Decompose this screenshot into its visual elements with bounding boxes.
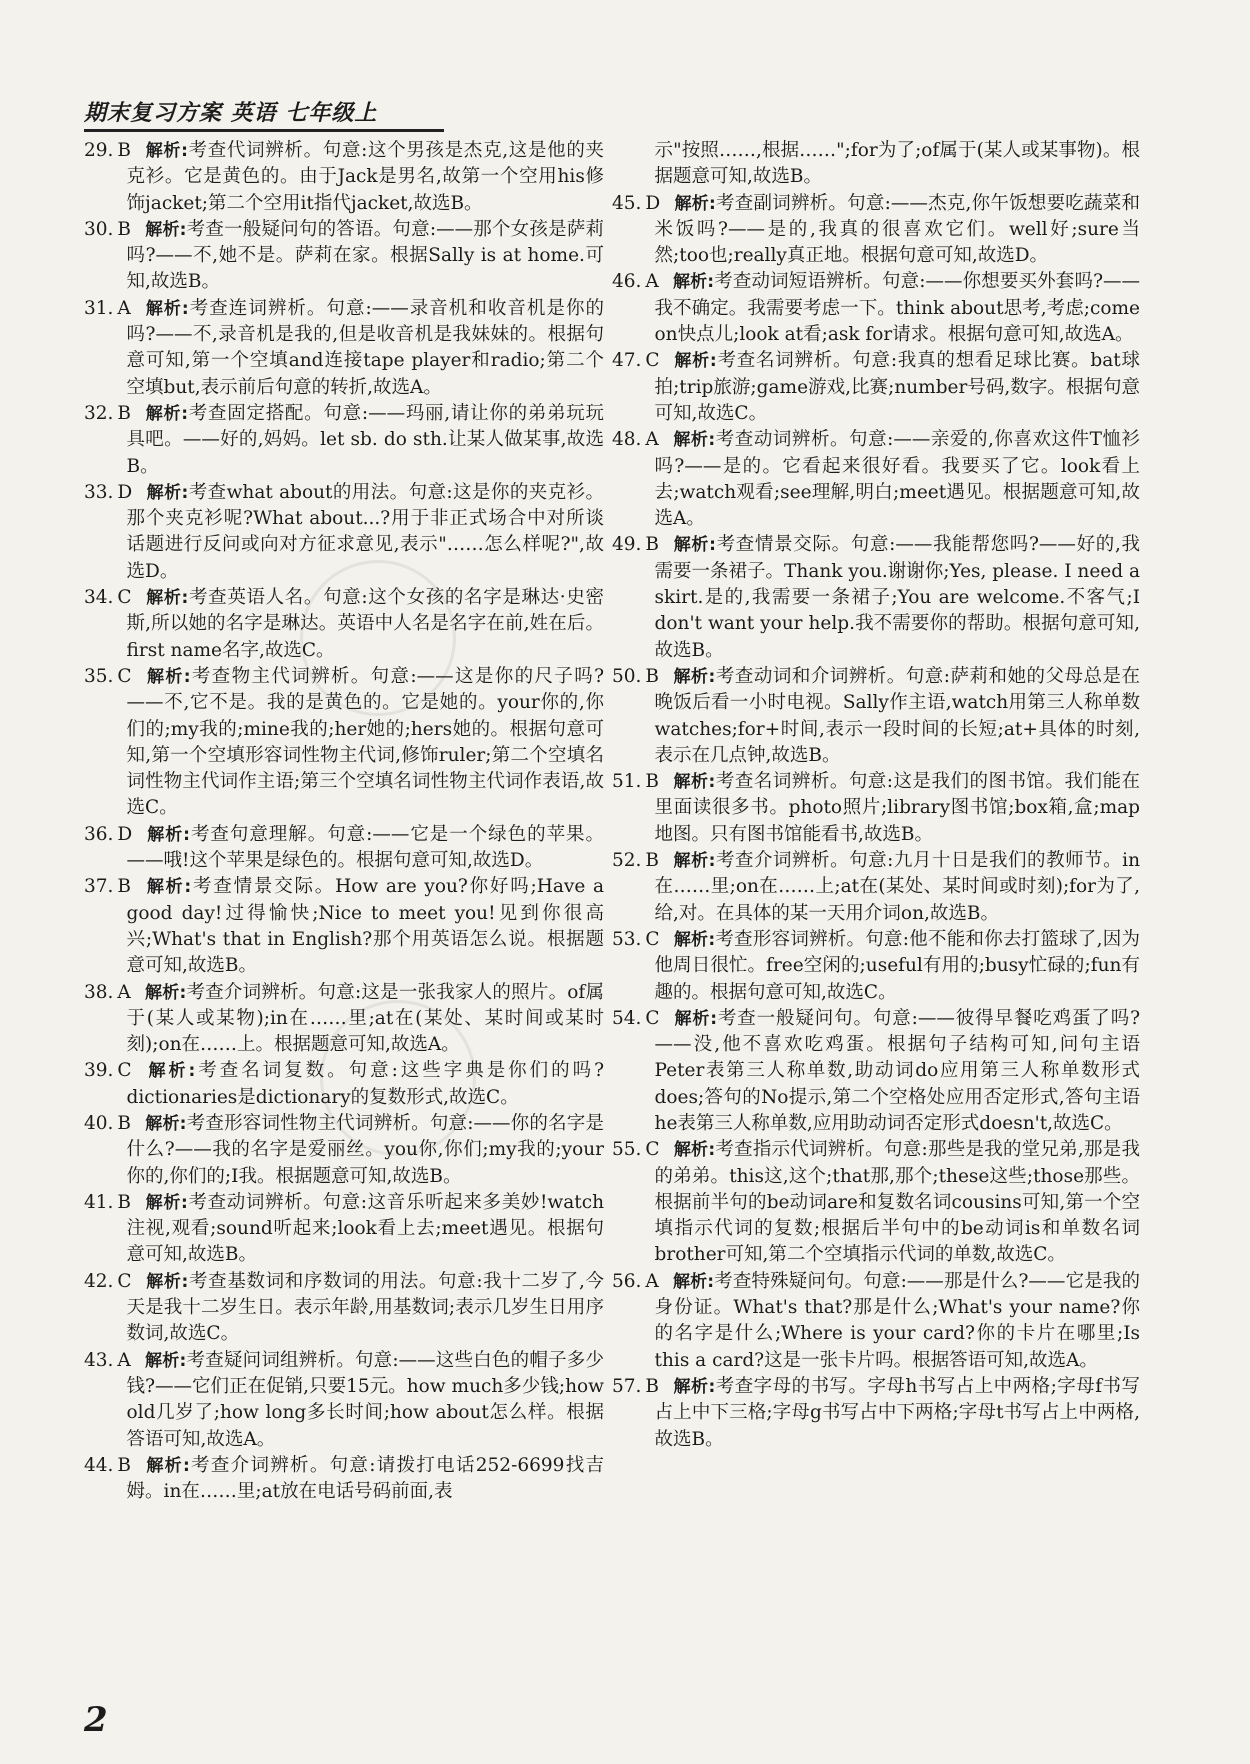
analysis-text: 考查动词和介词辨析。句意:萨莉和她的父母总是在晚饭后看一小时电视。Sally作主语,watch用第三人称单数watches;for+时间,表示一段时间的长短;at+具体的时刻,表示在几点钟,故选B。 xyxy=(654,665,1140,766)
analysis-label: 解析 xyxy=(673,1008,711,1029)
answer-choice: B xyxy=(117,1454,132,1476)
analysis-text: 考查一般疑问句。句意:——彼得早餐吃鸡蛋了吗?——没,他不喜欢吃鸡蛋。根据句子结构可知,问句主语Peter表第三人称单数,助动词do应用第三人称单数形式does;答句的No提示,第二个空格处应用否定形式,答句主语he表第三人称单数,应用助动词否定形式doesn't,故选C。 xyxy=(654,1007,1141,1134)
answer-choice: C xyxy=(645,350,660,372)
analysis-label: 解析 xyxy=(145,403,182,424)
analysis-text: 考查介词辨析。句意:这是一张我家人的照片。of属于(某人或某物);in在……里;at在(某处、某时间或某时刻);on在……上。根据题意可知,故选A。 xyxy=(126,981,604,1056)
answer-item: 29. B 解析:考查代词辨析。句意:这个男孩是杰克,这是他的夹克衫。它是黄色的。由于Jack是男名,故第一个空用his修饰jacket;第二个空用it指代jacket,故选B。 xyxy=(84,140,604,214)
analysis-text: 考查字母的书写。字母h书写占上中两格;字母f书写占上中下三格;字母g书写占中下两格;字母t书写占上中两格,故选B。 xyxy=(654,1375,1140,1450)
answer-item: 51. B 解析:考查名词辨析。句意:这是我们的图书馆。我们能在里面读很多书。photo照片;library图书馆;box箱,盒;map地图。只有图书馆能看书,故选B。 xyxy=(612,771,1140,845)
analysis-label: 解析 xyxy=(146,824,184,845)
analysis-label: 解析 xyxy=(673,351,710,372)
question-number: 54. xyxy=(612,1007,642,1029)
answer-choice: A xyxy=(645,1270,659,1292)
answer-item: 34. C 解析:考查英语人名。句意:这个女孩的名字是琳达·史密斯,所以她的名字是琳达。英语中人名是名字在前,姓在后。first name名字,故选C。 xyxy=(84,587,604,661)
question-number: 46. xyxy=(612,271,642,293)
analysis-text: 示"按照……,根据……";for为了;of属于(某人或某事物)。根据题意可知,故选B。 xyxy=(654,140,1140,188)
answer-item: 54. C 解析:考查一般疑问句。句意:——彼得早餐吃鸡蛋了吗?——没,他不喜欢吃鸡蛋。根据句子结构可知,问句主语Peter表第三人称单数,助动词do应用第三人称单数形式does;答句的No提示,第二个空格处应用否定形式,答句主语he表第三人称单数,应用助动词否定形式doesn't,故选C。 xyxy=(612,1007,1141,1134)
analysis-label: 解析 xyxy=(145,588,182,609)
answer-item: 52. B 解析:考查介词辨析。句意:九月十日是我们的教师节。in在……里;on在……上;at在(某处、某时间或时刻);for为了,给,对。在具体的某一天用介词on,故选B。 xyxy=(612,850,1140,924)
answer-choice: B xyxy=(645,850,660,872)
answer-choice: D xyxy=(117,481,133,503)
answer-choice: C xyxy=(645,1139,660,1161)
analysis-text: 考查动词短语辨析。句意:——你想要买外套吗?——我不确定。我需要考虑一下。think about思考,考虑;come on快点儿;look at看;ask for请求。根据句意可知,故选A。 xyxy=(654,271,1140,346)
answer-item: 35. C 解析:考查物主代词辨析。句意:——这是你的尺子吗?——不,它不是。我的是黄色的。它是她的。your你的,你们的;my我的;mine我的;her她的;hers她的。根据句意可知,第一个空填形容词性物主代词,修饰ruler;第二个空填名词性物主代词作主语;第三个空填名词性物主代词作表语,故选C。 xyxy=(84,665,605,819)
analysis-text: 考查指示代词辨析。句意:那些是我的堂兄弟,那是我的弟弟。this这,这个;that那,那个;these这些;those那些。根据前半句的be动词are和复数名词cousins可知,第一个空填指示代词的复数;根据后半句中的be动词is和单数名词brother可知,第二个空填指示代词的单数,故选C。 xyxy=(654,1139,1141,1266)
page-number: 2 xyxy=(84,1700,108,1740)
answer-choice: B xyxy=(117,1191,132,1213)
analysis-text: 考查一般疑问句的答语。句意:——那个女孩是萨莉吗?——不,她不是。萨莉在家。根据Sally is at home.可知,故选B。 xyxy=(126,218,604,293)
analysis-label: 解析 xyxy=(144,1350,180,1371)
analysis-label: 解析 xyxy=(673,772,709,793)
question-number: 32. xyxy=(84,402,114,424)
right-column xyxy=(612,138,1140,1453)
answer-choice: B xyxy=(117,876,132,898)
analysis-text: 考查介词辨析。句意:九月十日是我们的教师节。in在……里;on在……上;at在(某处、某时间或时刻);for为了,给,对。在具体的某一天用介词on,故选B。 xyxy=(654,850,1140,924)
analysis-label: 解析 xyxy=(673,666,709,687)
analysis-label: 解析 xyxy=(673,1140,709,1161)
question-number: 29. xyxy=(84,140,114,161)
answer-choice: C xyxy=(117,1060,132,1082)
question-number: 37. xyxy=(84,876,114,898)
question-number: 34. xyxy=(84,587,114,609)
analysis-text: 考查名词辨析。句意:我真的想看足球比赛。bat球拍;trip旅游;game游戏,比赛;number号码,数字。根据句意可知,故选C。 xyxy=(654,350,1141,424)
answer-item: 55. C 解析:考查指示代词辨析。句意:那些是我的堂兄弟,那是我的弟弟。this这,这个;that那,那个;these这些;those那些。根据前半句的be动词are和复数名词cousins可知,第一个空填指示代词的复数;根据后半句中的be动词is和单数名词brother可知,第二个空填指示代词的单数,故选C。 xyxy=(612,1139,1141,1266)
answer-item: 53. C 解析:考查形容词辨析。句意:他不能和你去打篮球了,因为他周日很忙。free空闲的;useful有用的;busy忙碌的;fun有趣的。根据句意可知,故选C。 xyxy=(612,928,1141,1003)
answer-choice: A xyxy=(117,297,131,319)
answer-choice: C xyxy=(645,1007,660,1029)
analysis-text: 考查副词辨析。句意:——杰克,你午饭想要吃蔬菜和米饭吗?——是的,我真的很喜欢它们。well好;sure当然;too也;really真正地。根据句意可知,故选D。 xyxy=(654,192,1140,267)
analysis-text: 考查动词辨析。句意:——亲爱的,你喜欢这件T恤衫吗?——是的。它看起来很好看。我要买了它。look看上去;watch观看;see理解,明白;meet遇见。根据题意可知,故选A。 xyxy=(654,429,1141,530)
answer-choice: A xyxy=(645,429,659,451)
question-number: 49. xyxy=(612,534,642,556)
analysis-label: 解析 xyxy=(145,877,185,898)
analysis-text: 考查名词复数。句意:这些字典是你们的吗?dictionaries是dictionary的复数形式,故选C。 xyxy=(126,1060,605,1108)
analysis-text: 考查物主代词辨析。句意:——这是你的尺子吗?——不,它不是。我的是黄色的。它是她的。your你的,你们的;my我的;mine我的;her她的;hers她的。根据句意可知,第一个空填形容词性物主代词,修饰ruler;第二个空填名词性物主代词作主语;第三个空填名词性物主代词作表语,故选C。 xyxy=(126,665,605,819)
analysis-text: 考查动词辨析。句意:这音乐听起来多美妙!watch注视,观看;sound听起来;look看上去;meet遇见。根据句意可知,故选B。 xyxy=(126,1191,605,1266)
answer-item: 50. B 解析:考查动词和介词辨析。句意:萨莉和她的父母总是在晚饭后看一小时电视。Sally作主语,watch用第三人称单数watches;for+时间,表示一段时间的长短;at+具体的时刻,表示在几点钟,故选B。 xyxy=(612,665,1140,766)
analysis-label: 解析 xyxy=(145,666,184,687)
analysis-label: 解析 xyxy=(672,1271,708,1292)
question-number: 41. xyxy=(84,1191,114,1213)
analysis-label: 解析 xyxy=(145,141,182,161)
answer-choice: A xyxy=(117,1349,131,1371)
question-number: 51. xyxy=(612,771,642,793)
answer-item xyxy=(612,138,1140,191)
analysis-label: 解析 xyxy=(673,851,709,872)
analysis-label: 解析 xyxy=(672,430,709,451)
question-number: 50. xyxy=(612,665,642,687)
question-number: 55. xyxy=(612,1139,642,1161)
answer-choice: C xyxy=(117,587,132,609)
question-number: 52. xyxy=(612,850,642,872)
answer-choice: A xyxy=(117,981,131,1003)
page-header xyxy=(84,96,444,132)
answer-choice: B xyxy=(645,771,660,793)
analysis-label: 解析 xyxy=(145,1061,189,1082)
answer-item: 41. B 解析:考查动词辨析。句意:这音乐听起来多美妙!watch注视,观看;sound听起来;look看上去;meet遇见。根据句意可知,故选B。 xyxy=(84,1191,605,1266)
question-number: 48. xyxy=(612,429,642,451)
question-number: 43. xyxy=(84,1349,114,1371)
answer-choice: C xyxy=(117,1270,132,1292)
answer-item: 40. B 解析:考查形容词性物主代词辨析。句意:——你的名字是什么?——我的名字是爱丽丝。you你,你们;my我的;your你的,你们的;I我。根据题意可知,故选B。 xyxy=(84,1112,604,1187)
analysis-text: 考查特殊疑问句。句意:——那是什么?——它是我的身份证。What's that?那是什么;What's your name?你的名字是什么;Where is your card?你的卡片在哪里;Is this a card?这是一张卡片吗。根据答语可知,故选A。 xyxy=(654,1270,1140,1371)
analysis-text: 考查形容词辨析。句意:他不能和你去打篮球了,因为他周日很忙。free空闲的;useful有用的;busy忙碌的;fun有趣的。根据句意可知,故选C。 xyxy=(654,928,1141,1003)
answer-choice: A xyxy=(645,271,659,293)
analysis-text: 考查名词辨析。句意:这是我们的图书馆。我们能在里面读很多书。photo照片;library图书馆;box箱,盒;map地图。只有图书馆能看书,故选B。 xyxy=(654,771,1140,845)
question-number: 39. xyxy=(84,1060,114,1082)
analysis-text: 考查介词辨析。句意:请拨打电话252-6699找吉姆。in在……里;at放在电话号码前面,表 xyxy=(126,1454,604,1503)
answer-item: 57. B 解析:考查字母的书写。字母h书写占上中两格;字母f书写占上中下三格;字母g书写占中下两格;字母t书写占上中两格,故选B。 xyxy=(612,1375,1140,1450)
analysis-text: 考查基数词和序数词的用法。句意:我十二岁了,今天是我十二岁生日。表示年龄,用基数词;表示几岁生日用序数词,故选C。 xyxy=(126,1270,604,1345)
answer-choice: D xyxy=(117,823,133,845)
answer-item: 31. A 解析:考查连词辨析。句意:——录音机和收音机是你的吗?——不,录音机是我的,但是收音机是我妹妹的。根据句意可知,第一个空填and连接tape player和radio;第二个空填but,表示前后句意的转折,故选A。 xyxy=(84,297,604,398)
question-number: 30. xyxy=(84,218,114,240)
header-title: 期末复习方案 英语 七年级上 xyxy=(84,101,378,126)
question-number: 38. xyxy=(84,981,114,1003)
answer-item: 56. A 解析:考查特殊疑问句。句意:——那是什么?——它是我的身份证。What's that?那是什么;What's your name?你的名字是什么;Where is your card?你的卡片在哪里;Is this a card?这是一张卡片吗。根据答语可知,故选A。 xyxy=(612,1270,1140,1371)
analysis-label: 解析 xyxy=(145,219,180,240)
analysis-text: 考查句意理解。句意:——它是一个绿色的苹果。——哦!这个苹果是绿色的。根据句意可知,故选D。 xyxy=(126,823,604,872)
answer-item: 30. B 解析:考查一般疑问句的答语。句意:——那个女孩是萨莉吗?——不,她不是。萨莉在家。根据Sally is at home.可知,故选B。 xyxy=(84,218,604,293)
analysis-label: 解析 xyxy=(146,482,182,503)
answer-item: 36. D 解析:考查句意理解。句意:——它是一个绿色的苹果。——哦!这个苹果是绿色的。根据句意可知,故选D。 xyxy=(84,823,604,872)
question-number: 40. xyxy=(84,1112,114,1134)
question-number: 53. xyxy=(612,928,642,950)
analysis-text: 考查what about的用法。句意:这是你的夹克衫。那个夹克衫呢?What about...?用于非正式场合中对所谈话题进行反问或向对方征求意见,表示"……怎么样呢?",故选D。 xyxy=(126,481,604,582)
analysis-text: 考查固定搭配。句意:——玛丽,请让你的弟弟玩玩具吧。——好的,妈妈。let sb. do sth.让某人做某事,故选B。 xyxy=(126,402,605,477)
answer-item: 45. D 解析:考查副词辨析。句意:——杰克,你午饭想要吃蔬菜和米饭吗?——是的,我真的很喜欢它们。well好;sure当然;too也;really真正地。根据句意可知,故选D。 xyxy=(612,192,1140,267)
question-number: 44. xyxy=(84,1454,114,1476)
question-number: 33. xyxy=(84,481,114,503)
answer-choice: B xyxy=(117,140,132,161)
analysis-text: 考查英语人名。句意:这个女孩的名字是琳达·史密斯,所以她的名字是琳达。英语中人名是名字在前,姓在后。first name名字,故选C。 xyxy=(126,587,604,661)
question-number: 45. xyxy=(612,192,642,214)
answer-item: 38. A 解析:考查介词辨析。句意:这是一张我家人的照片。of属于(某人或某物);in在……里;at在(某处、某时间或某时刻);on在……上。根据题意可知,故选A。 xyxy=(84,981,604,1056)
answer-choice: B xyxy=(645,1375,660,1397)
analysis-text: 考查代词辨析。句意:这个男孩是杰克,这是他的夹克衫。它是黄色的。由于Jack是男名,故第一个空用his修饰jacket;第二个空用it指代jacket,故选B。 xyxy=(126,140,604,214)
answer-item: 43. A 解析:考查疑问词组辨析。句意:——这些白色的帽子多少钱?——它们正在促销,只要15元。how much多少钱;how old几岁了;how long多长时间;how about怎么样。根据答语可知,故选A。 xyxy=(84,1349,604,1450)
answer-item: 49. B 解析:考查情景交际。句意:——我能帮您吗?——好的,我需要一条裙子。Thank you.谢谢你;Yes, please. I need a skirt.是的,我需要一条裙子;You are welcome.不客气;I don't want your help.我不需要你的帮助。根据句意可知,故选B。 xyxy=(612,534,1140,661)
analysis-text: 考查情景交际。How are you?你好吗;Have a good day!过得愉快;Nice to meet you!见到你很高兴;What's that in English?那个用英语怎么说。根据题意可知,故选B。 xyxy=(126,876,604,977)
question-number: 42. xyxy=(84,1270,114,1292)
answer-item: 48. A 解析:考查动词辨析。句意:——亲爱的,你喜欢这件T恤衫吗?——是的。它看起来很好看。我要买了它。look看上去;watch观看;see理解,明白;meet遇见。根据题意可知,故选A。 xyxy=(612,429,1141,530)
analysis-label: 解析 xyxy=(672,272,708,293)
question-number: 31. xyxy=(84,297,114,319)
analysis-label: 解析 xyxy=(144,982,180,1003)
answer-choice: B xyxy=(117,218,132,240)
analysis-label: 解析 xyxy=(673,1376,709,1397)
answer-item: 42. C 解析:考查基数词和序数词的用法。句意:我十二岁了,今天是我十二岁生日。表示年龄,用基数词;表示几岁生日用序数词,故选C。 xyxy=(84,1270,604,1345)
analysis-label: 解析 xyxy=(145,1271,182,1292)
question-number: 56. xyxy=(612,1270,642,1292)
answer-choice: C xyxy=(117,665,132,687)
analysis-label: 解析 xyxy=(145,1192,181,1213)
answer-item: 39. C 解析:考查名词复数。句意:这些字典是你们的吗?dictionaries是dictionary的复数形式,故选C。 xyxy=(84,1060,605,1108)
question-number: 47. xyxy=(612,350,642,372)
analysis-label: 解析 xyxy=(673,535,710,556)
question-number: 36. xyxy=(84,823,114,845)
answer-choice: B xyxy=(645,534,660,556)
question-number: 35. xyxy=(84,665,114,687)
answer-item: 32. B 解析:考查固定搭配。句意:——玛丽,请让你的弟弟玩玩具吧。——好的,妈妈。let sb. do sth.让某人做某事,故选B。 xyxy=(84,402,605,477)
analysis-label: 解析 xyxy=(144,298,182,319)
analysis-text: 考查形容词性物主代词辨析。句意:——你的名字是什么?——我的名字是爱丽丝。you你,你们;my我的;your你的,你们的;I我。根据题意可知,故选B。 xyxy=(126,1112,604,1187)
answer-item: 44. B 解析:考查介词辨析。句意:请拨打电话252-6699找吉姆。in在……里;at放在电话号码前面,表 xyxy=(84,1454,604,1503)
analysis-label: 解析 xyxy=(145,1113,180,1134)
analysis-label: 解析 xyxy=(674,193,709,214)
analysis-label: 解析 xyxy=(673,929,709,950)
answer-choice: B xyxy=(117,1112,132,1134)
question-number: 57. xyxy=(612,1375,642,1397)
analysis-text: 考查情景交际。句意:——我能帮您吗?——好的,我需要一条裙子。Thank you.谢谢你;Yes, please. I need a skirt.是的,我需要一条裙子;You are welcome.不客气;I don't want your help.我不需要你的帮助。根据句意可知,故选B。 xyxy=(654,534,1140,661)
answer-item: 37. B 解析:考查情景交际。How are you?你好吗;Have a good day!过得愉快;Nice to meet you!见到你很高兴;What's that in English?那个用英语怎么说。根据题意可知,故选B。 xyxy=(84,876,604,977)
analysis-label: 解析 xyxy=(145,1455,183,1476)
analysis-text: 考查连词辨析。句意:——录音机和收音机是你的吗?——不,录音机是我的,但是收音机是我妹妹的。根据句意可知,第一个空填and连接tape player和radio;第二个空填but,表示前后句意的转折,故选A。 xyxy=(126,297,604,398)
left-column xyxy=(84,138,604,1505)
answer-item: 47. C 解析:考查名词辨析。句意:我真的想看足球比赛。bat球拍;trip旅游;game游戏,比赛;number号码,数字。根据句意可知,故选C。 xyxy=(612,350,1141,424)
answer-item: 33. D 解析:考查what about的用法。句意:这是你的夹克衫。那个夹克衫呢?What about...?用于非正式场合中对所谈话题进行反问或向对方征求意见,表示"……怎么样呢?",故选D。 xyxy=(84,481,604,582)
answer-item: 46. A 解析:考查动词短语辨析。句意:——你想要买外套吗?——我不确定。我需要考虑一下。think about思考,考虑;come on快点儿;look at看;ask for请求。根据句意可知,故选A。 xyxy=(612,271,1140,346)
answer-choice: C xyxy=(645,928,660,950)
answer-choice: B xyxy=(645,665,660,687)
analysis-text: 考查疑问词组辨析。句意:——这些白色的帽子多少钱?——它们正在促销,只要15元。how much多少钱;how old几岁了;how long多长时间;how about怎么样。根据答语可知,故选A。 xyxy=(126,1349,604,1450)
answer-choice: B xyxy=(117,402,132,424)
answer-choice: D xyxy=(645,192,661,214)
